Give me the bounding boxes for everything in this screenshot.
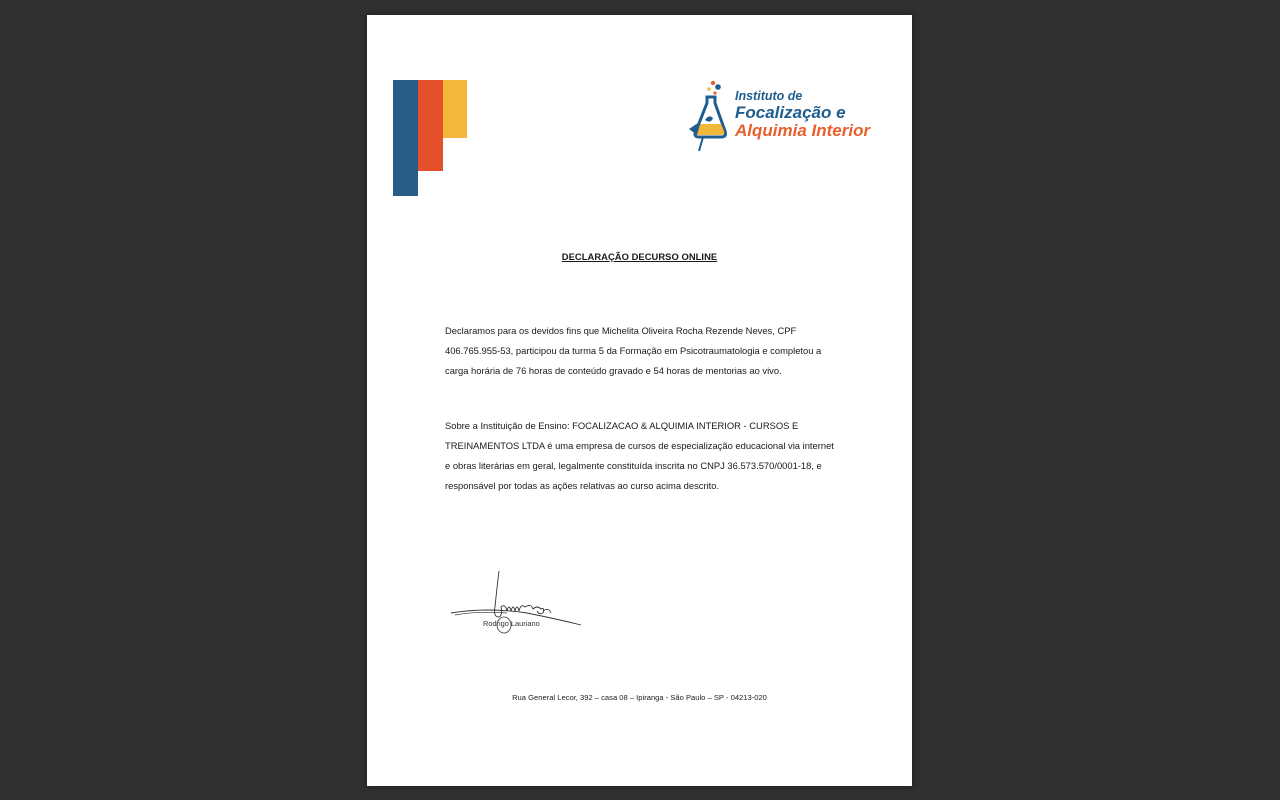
logo-line-1: Instituto de	[735, 89, 803, 103]
signatory-name: Rodrigo Lauriano	[483, 619, 540, 628]
institute-logo	[685, 79, 885, 151]
handwritten-signature	[447, 567, 587, 639]
institution-paragraph	[445, 416, 837, 496]
logo-line-3: Alquimia Interior	[735, 120, 871, 140]
blue-bar	[393, 80, 418, 196]
flask-icon	[685, 79, 735, 151]
brand-color-bars	[393, 80, 467, 196]
document-page	[367, 15, 912, 786]
paragraph-1-text: Declaramos para os devidos fins que Michelita Oliveira Rocha Rezende Neves, CPF 406.765.955-53, participou da turma 5 da Formação em Psicotraumatologia e completou a carga horária de 76 horas de conteúdo gravado e 54 horas de mentorias ao vivo.	[445, 325, 822, 376]
document-title: DECLARAÇÃO DECURSO ONLINE	[561, 251, 718, 262]
logo-wordmark	[735, 90, 870, 139]
signature-block	[447, 567, 587, 639]
footer-address: Rua General Lecor, 392 – casa 08 – Ipiranga - São Paulo – SP - 04213-020	[512, 693, 767, 702]
red-bar	[418, 80, 443, 171]
declaration-paragraph	[445, 321, 837, 381]
logo-line-2: Focalização e	[735, 102, 846, 122]
yellow-bar	[443, 80, 467, 138]
paragraph-2-text: Sobre a Instituição de Ensino: FOCALIZACAO & ALQUIMIA INTERIOR - CURSOS E TREINAMENTOS LTDA é uma empresa de cursos de especialização educacional via internet e obras literárias em geral, legalmente constituída inscrita no CNPJ 36.573.570/0001-18, e responsável por todas as ações relativas ao curso acima descrito.	[445, 420, 834, 491]
